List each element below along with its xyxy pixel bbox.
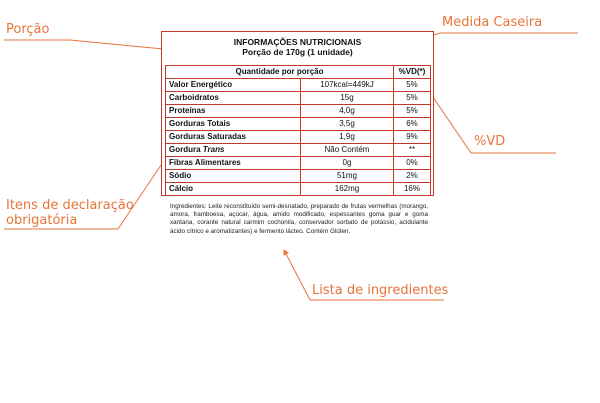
nutrition-label xyxy=(161,31,434,196)
row-vd: 5% xyxy=(394,105,431,118)
row-vd: 5% xyxy=(394,79,431,92)
table-row xyxy=(166,118,431,131)
row-name: Fibras Alimentares xyxy=(166,157,301,170)
row-name-italic: Trans xyxy=(202,145,225,154)
row-name: Proteínas xyxy=(166,105,301,118)
row-name: Carboidratos xyxy=(166,92,301,105)
row-qty: 4,0g xyxy=(301,105,394,118)
row-vd: 0% xyxy=(394,157,431,170)
row-qty: 162mg xyxy=(301,183,394,196)
header-vd: %VD(*) xyxy=(394,66,431,79)
row-vd: 16% xyxy=(394,183,431,196)
label-serving: Porção de 170g (1 unidade) xyxy=(242,47,353,57)
ingredients-text: Ingredientes: Leite reconstituído semi-desnatado, preparado de frutas vermelhas (morango, amora, framboesa, açúcar, água, amido modificado, espessantes goma guar e goma xantana, corante natural carmim cochonila, conservador sorbato de potássio, acidulante ácido cítrico e aromatizantes) e fermento lácteo. Contém Glúten. xyxy=(170,203,428,235)
lista-arrow xyxy=(284,250,310,300)
table-row xyxy=(166,79,431,92)
table-row xyxy=(166,131,431,144)
header-quantity: Quantidade por porção xyxy=(166,66,394,79)
row-name: Sódio xyxy=(166,170,301,183)
row-name: Gorduras Saturadas xyxy=(166,131,301,144)
row-vd: 5% xyxy=(394,92,431,105)
row-name: Cálcio xyxy=(166,183,301,196)
callout-vd: %VD xyxy=(474,134,506,149)
row-qty: 3,5g xyxy=(301,118,394,131)
row-qty: 15g xyxy=(301,92,394,105)
table-row xyxy=(166,183,431,196)
row-qty: Não Contém xyxy=(301,144,394,157)
table-row xyxy=(166,157,431,170)
row-qty: 51mg xyxy=(301,170,394,183)
row-name-text: Gordura xyxy=(169,145,201,154)
table-header-row xyxy=(166,66,431,79)
row-qty: 1,9g xyxy=(301,131,394,144)
callout-itens-line2: obrigatória xyxy=(6,213,78,228)
row-vd: ** xyxy=(394,144,431,157)
row-vd: 9% xyxy=(394,131,431,144)
row-qty: 0g xyxy=(301,157,394,170)
callout-itens-line1: Itens de declaração xyxy=(6,198,134,213)
nutrition-table xyxy=(165,65,431,196)
row-vd: 2% xyxy=(394,170,431,183)
callout-medida-caseira: Medida Caseira xyxy=(442,15,543,30)
callout-porcao: Porção xyxy=(6,22,50,37)
table-row xyxy=(166,92,431,105)
table-row xyxy=(166,170,431,183)
row-qty: 107kcal=449kJ xyxy=(301,79,394,92)
table-row xyxy=(166,105,431,118)
row-name xyxy=(166,144,301,157)
row-name: Valor Energético xyxy=(166,79,301,92)
table-row xyxy=(166,144,431,157)
row-vd: 6% xyxy=(394,118,431,131)
callout-lista-ingredientes: Lista de ingredientes xyxy=(312,283,449,298)
label-title: INFORMAÇÕES NUTRICIONAIS xyxy=(233,37,362,47)
row-name: Gorduras Totais xyxy=(166,118,301,131)
